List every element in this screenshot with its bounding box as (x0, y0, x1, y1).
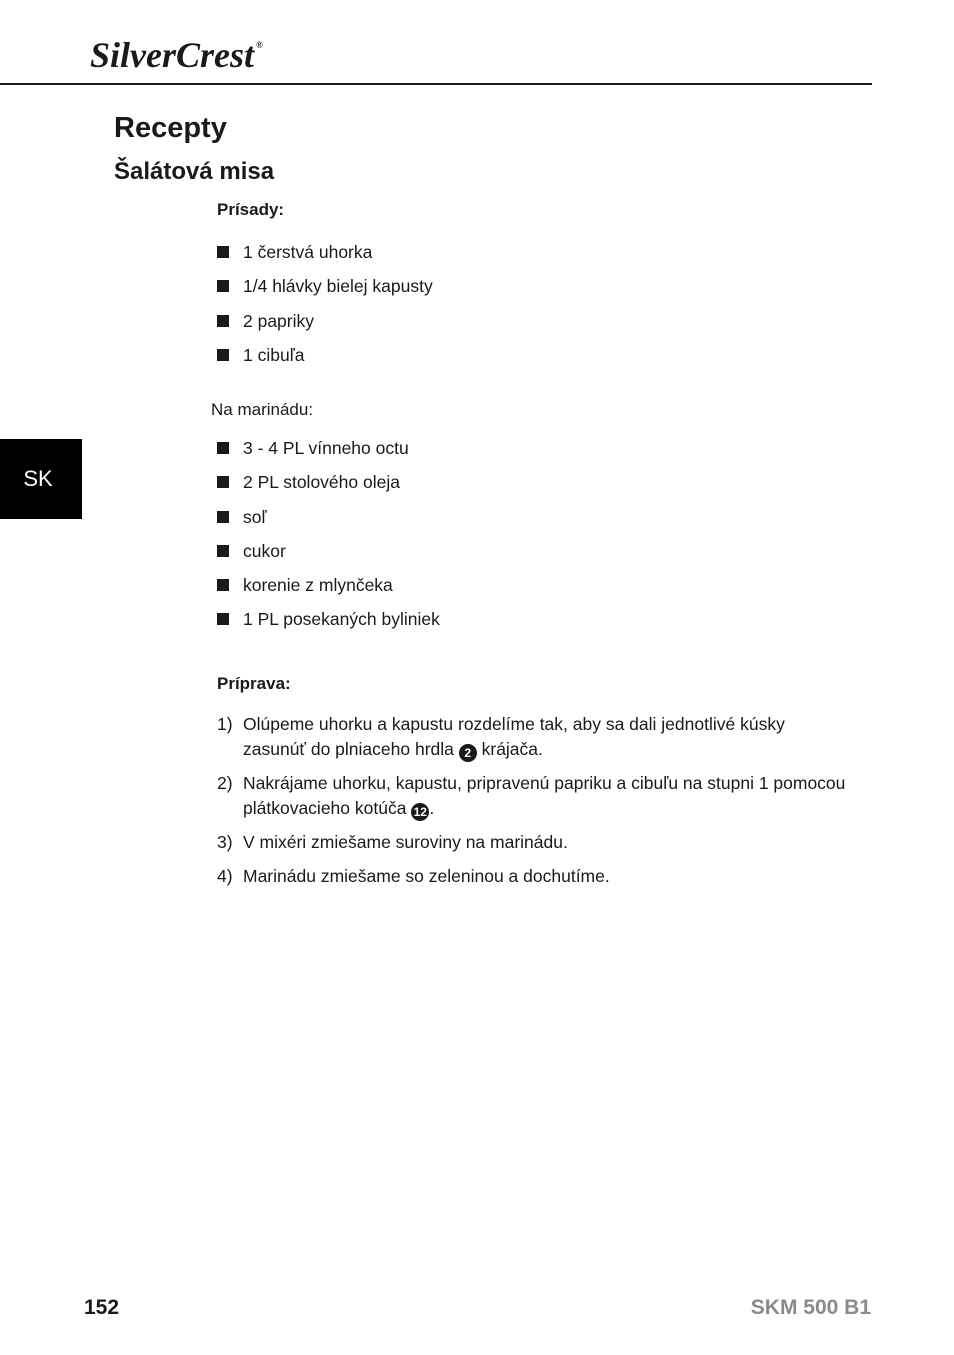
list-item (217, 507, 440, 541)
preparation-label: Príprava: (217, 674, 291, 693)
square-bullet-icon (217, 349, 229, 361)
square-bullet-icon (217, 511, 229, 523)
step-text: Marinádu zmiešame so zeleninou a dochutíme. (243, 866, 610, 886)
ingredient-text: 1 čerstvá uhorka (243, 242, 373, 262)
step-number: 2) (217, 773, 233, 793)
part-reference-icon: 12 (411, 803, 429, 821)
square-bullet-icon (217, 545, 229, 557)
preparation-steps (217, 712, 847, 898)
list-item (217, 438, 440, 472)
list-item (217, 311, 433, 345)
square-bullet-icon (217, 315, 229, 327)
marinade-item-text: 1 PL posekaných byliniek (243, 609, 440, 630)
step-item (217, 864, 847, 889)
marinade-item-text: soľ (243, 506, 267, 527)
list-item (217, 276, 433, 310)
marinade-item-text: 2 PL stolového oleja (243, 472, 400, 493)
list-item (217, 345, 433, 379)
brand-logo-text: SilverCrest (90, 35, 255, 75)
marinade-item-text: 3 - 4 PL vínneho octu (243, 438, 409, 458)
step-text (243, 712, 847, 762)
marinade-label: Na marinádu: (211, 400, 314, 419)
marinade-list (217, 438, 440, 644)
step-text (243, 771, 847, 821)
square-bullet-icon (217, 579, 229, 591)
step-item (217, 771, 847, 821)
step-text-end: . (429, 798, 435, 818)
ingredients-list (217, 242, 433, 379)
list-item (217, 575, 440, 609)
part-reference-icon: 2 (459, 744, 477, 762)
step-number: 4) (217, 866, 233, 886)
list-item (217, 242, 433, 276)
list-item (217, 541, 440, 575)
step-number: 1) (217, 714, 233, 734)
step-text-end: krájača. (476, 739, 543, 759)
ingredients-label: Prísady: (217, 200, 285, 219)
square-bullet-icon (217, 280, 229, 292)
step-item (217, 712, 847, 762)
ingredient-text: 1 cibuľa (243, 344, 305, 365)
step-number: 3) (217, 832, 233, 852)
square-bullet-icon (217, 613, 229, 625)
square-bullet-icon (217, 476, 229, 488)
marinade-item-text: korenie z mlynčeka (243, 575, 393, 596)
list-item (217, 472, 440, 506)
step-text: V mixéri zmiešame suroviny na marinádu. (243, 832, 568, 852)
page-number: 152 (84, 1296, 120, 1319)
list-item (217, 609, 440, 643)
step-text-main: Nakrájame uhorku, kapustu, pripravenú papriku a cibuľu na stupni 1 pomocou plátkovacieho kotúča (243, 773, 846, 818)
recipe-title: Šalátová misa (114, 158, 275, 185)
ingredient-text: 1/4 hlávky bielej kapusty (243, 276, 433, 297)
page-title: Recepty (114, 112, 227, 144)
step-text-main: Olúpeme uhorku a kapustu rozdelíme tak, aby sa dali jednotlivé kúsky zasunúť do plniaceho hrdla (243, 714, 785, 759)
step-item (217, 830, 847, 855)
square-bullet-icon (217, 246, 229, 258)
language-tab: SK (0, 439, 82, 519)
square-bullet-icon (217, 442, 229, 454)
marinade-item-text: cukor (243, 540, 286, 561)
header-divider (0, 83, 872, 85)
ingredient-text: 2 papriky (243, 310, 315, 331)
registered-mark: ® (256, 40, 263, 50)
model-number: SKM 500 B1 (750, 1296, 871, 1319)
brand-logo (90, 34, 263, 76)
